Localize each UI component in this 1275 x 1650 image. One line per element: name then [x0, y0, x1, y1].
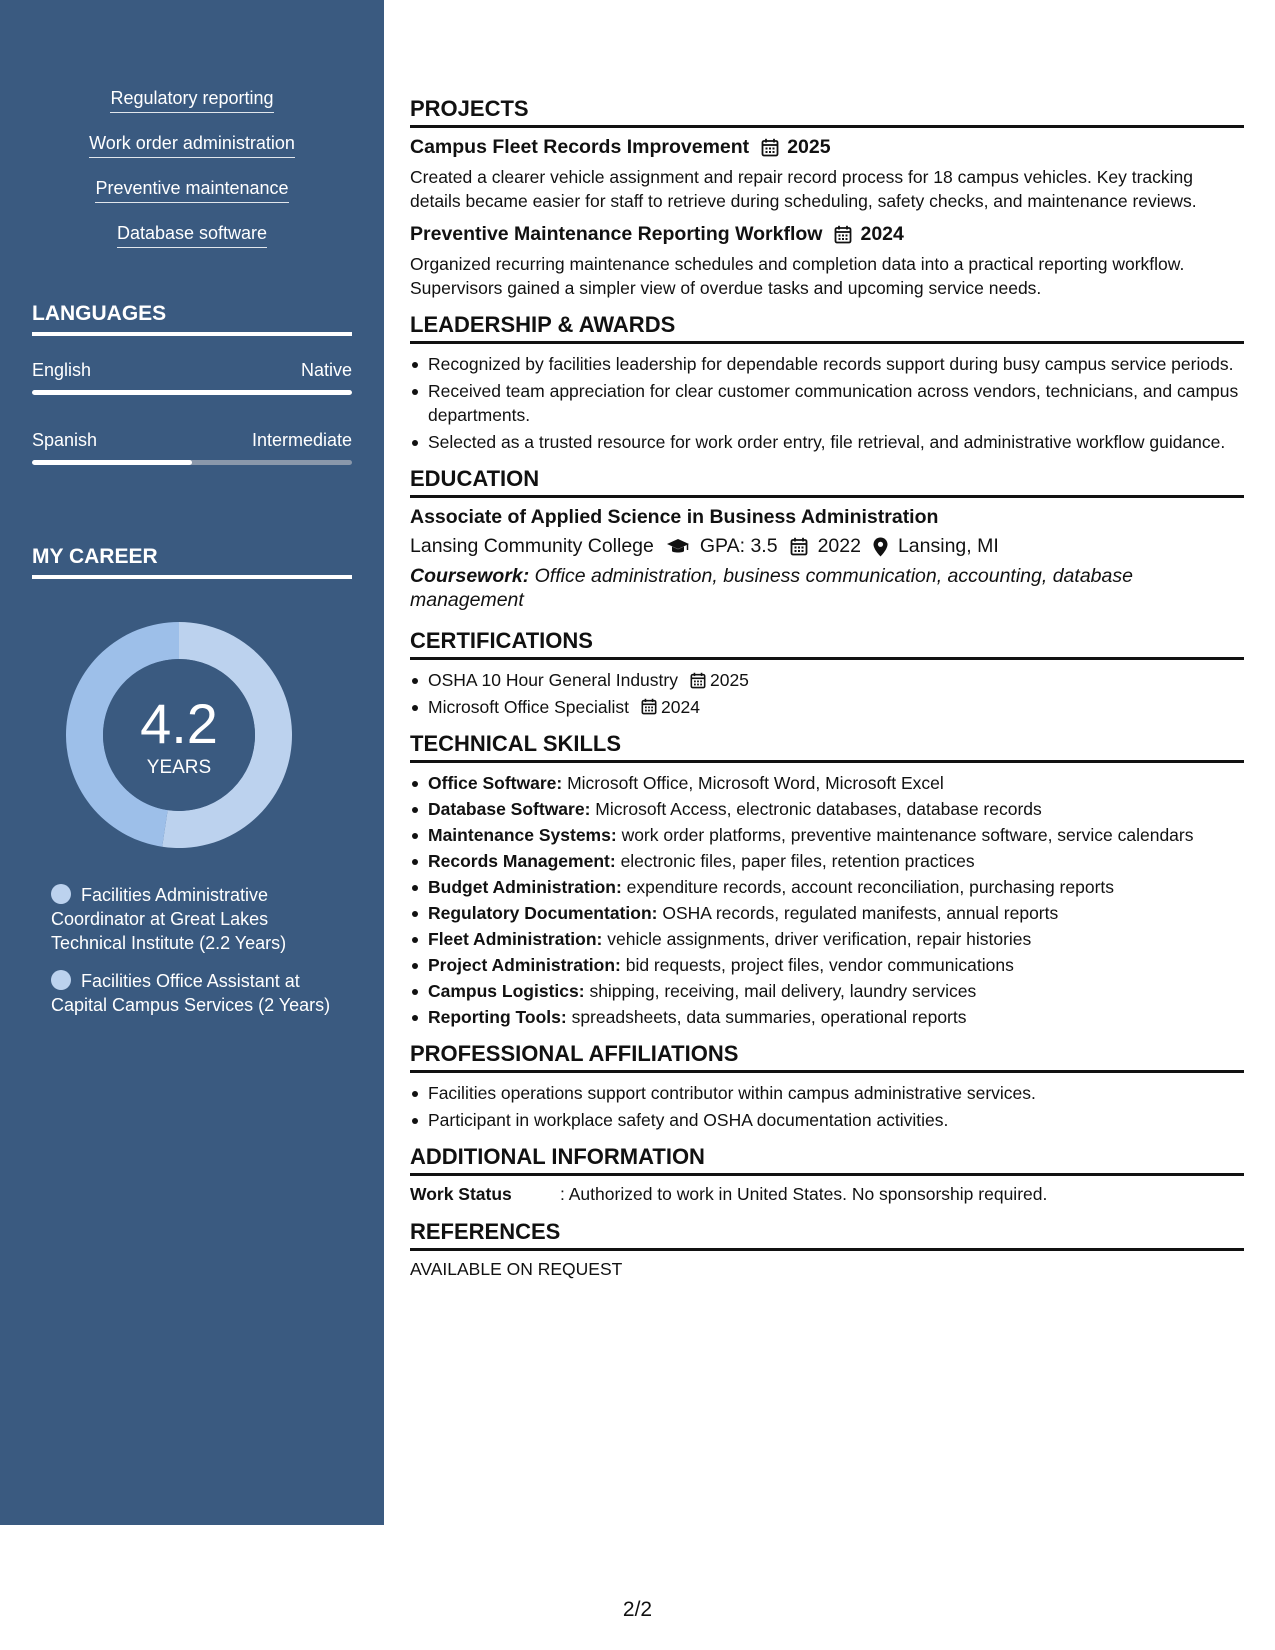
list-item: Participant in workplace safety and OSHA documentation activities.: [410, 1108, 1244, 1133]
additional-info-section: [410, 1144, 1244, 1205]
project-description: Organized recurring maintenance schedules and completion data into a practical reporting workflow. Supervisors gained a simpler view of overdue tasks and upcoming service needs.: [410, 254, 1185, 298]
certifications-section: [410, 628, 1244, 719]
skill-link-label[interactable]: Database software: [117, 223, 267, 248]
skill-value: bid requests, project files, vendor communications: [625, 955, 1014, 975]
skill-category: Budget Administration:: [428, 877, 622, 897]
project-title-row: [410, 223, 1244, 246]
list-item: [410, 823, 1244, 847]
education-year: 2022: [817, 535, 861, 557]
career-item: [51, 969, 341, 1017]
leadership-heading: LEADERSHIP & AWARDS: [410, 312, 1244, 344]
projects-heading: PROJECTS: [410, 96, 1244, 128]
list-item: Received team appreciation for clear customer communication across vendors, technicians, and campus departments.: [410, 379, 1244, 428]
language-name: Spanish: [32, 430, 98, 450]
career-dot-icon: [51, 970, 71, 990]
skill-category: Project Administration:: [428, 955, 621, 975]
list-item: [410, 875, 1244, 899]
certifications-list: [410, 668, 1244, 719]
education-gpa: GPA: 3.5: [699, 535, 778, 557]
skill-value: spreadsheets, data summaries, operational reports: [571, 1007, 967, 1027]
language-bar-english: [32, 390, 352, 395]
education-coursework: [410, 564, 1244, 612]
languages-heading: LANGUAGES: [32, 302, 352, 336]
skill-category: Records Management:: [428, 851, 616, 871]
affiliations-heading: PROFESSIONAL AFFILIATIONS: [410, 1041, 1244, 1073]
education-heading: EDUCATION: [410, 466, 1244, 498]
list-item: [410, 979, 1244, 1003]
education-meta: [410, 535, 1244, 558]
language-bar-fill: [32, 460, 192, 465]
certification-year: 2024: [661, 696, 700, 717]
list-item: Recognized by facilities leadership for dependable records support during busy campus service periods.: [410, 352, 1244, 377]
skill-category: Campus Logistics:: [428, 981, 585, 1001]
skill-value: vehicle assignments, driver verification, repair histories: [607, 929, 1032, 949]
language-bar-fill: [32, 390, 352, 395]
career-item-text: Facilities Administrative Coordinator at Great Lakes Technical Institute (2.2 Years): [51, 885, 287, 953]
project-title-row: [410, 136, 1244, 159]
career-total-unit: YEARS: [146, 757, 212, 778]
calendar-icon: [834, 225, 852, 244]
career-item-text: Facilities Office Assistant at Capital Campus Services (2 Years): [51, 971, 331, 1015]
skill-value: Microsoft Access, electronic databases, database records: [595, 799, 1042, 819]
skill-link-database-software[interactable]: [0, 223, 384, 248]
skill-link-label[interactable]: Preventive maintenance: [95, 178, 288, 203]
list-item: [410, 771, 1244, 795]
affiliations-section: [410, 1041, 1244, 1132]
references-text: AVAILABLE ON REQUEST: [410, 1259, 623, 1279]
affiliations-list: [410, 1081, 1244, 1132]
skill-link-label[interactable]: Work order administration: [89, 133, 295, 158]
skill-value: work order platforms, preventive maintenance software, service calendars: [621, 825, 1194, 845]
education-degree: Associate of Applied Science in Business Administration: [410, 506, 939, 528]
skill-value: expenditure records, account reconciliation, purchasing reports: [626, 877, 1115, 897]
location-pin-icon: [873, 537, 888, 557]
references-heading: REFERENCES: [410, 1219, 1244, 1251]
list-item: [410, 668, 1244, 693]
references-section: [410, 1219, 1244, 1280]
calendar-icon: [690, 672, 706, 689]
technical-skills-heading: TECHNICAL SKILLS: [410, 731, 1244, 763]
skill-category: Database Software:: [428, 799, 591, 819]
certification-name: OSHA 10 Hour General Industry: [428, 670, 678, 690]
language-bar-spanish: [32, 460, 352, 465]
list-item: [410, 797, 1244, 821]
skill-value: Microsoft Office, Microsoft Word, Microsoft Excel: [567, 773, 944, 793]
leadership-section: [410, 312, 1244, 454]
list-item: [410, 927, 1244, 951]
list-item: [410, 953, 1244, 977]
sidebar: [0, 0, 384, 1525]
calendar-icon: [641, 698, 657, 715]
language-row-spanish: [32, 430, 352, 451]
language-name: English: [32, 360, 92, 380]
skill-category: Maintenance Systems:: [428, 825, 617, 845]
career-dot-icon: [51, 884, 71, 904]
list-item: [410, 901, 1244, 925]
coursework-label: Coursework:: [410, 565, 530, 587]
project-year: 2024: [860, 223, 904, 245]
skill-value: shipping, receiving, mail delivery, laundry services: [589, 981, 977, 1001]
language-row-english: [32, 360, 352, 381]
work-status-row: [410, 1184, 1244, 1205]
list-item: [410, 849, 1244, 873]
certifications-heading: CERTIFICATIONS: [410, 628, 1244, 660]
certification-year: 2025: [709, 670, 749, 690]
skill-link-label[interactable]: Regulatory reporting: [110, 88, 273, 113]
skill-category: Regulatory Documentation:: [428, 903, 658, 923]
list-item: Selected as a trusted resource for work order entry, file retrieval, and administrative workflow guidance.: [410, 430, 1244, 455]
project-description: Created a clearer vehicle assignment and repair record process for 18 campus vehicles. Key tracking details became easier for staff to retrieve during scheduling, safety checks, and maintenance reviews.: [410, 167, 1197, 211]
skill-link-work-order-administration[interactable]: [0, 133, 384, 158]
project-title: Preventive Maintenance Reporting Workflow: [410, 223, 823, 245]
list-item: [410, 695, 1244, 720]
calendar-icon: [761, 138, 779, 157]
skill-link-preventive-maintenance[interactable]: [0, 178, 384, 203]
project-title: Campus Fleet Records Improvement: [410, 136, 750, 158]
education-location: Lansing, MI: [897, 535, 999, 557]
skill-category: Fleet Administration:: [428, 929, 603, 949]
projects-section: [410, 96, 1244, 300]
calendar-icon: [790, 537, 808, 556]
education-school: Lansing Community College: [410, 535, 654, 557]
certification-name: Microsoft Office Specialist: [428, 696, 629, 717]
project-year: 2025: [787, 136, 831, 158]
education-section: [410, 466, 1244, 612]
career-heading: MY CAREER: [32, 545, 352, 579]
additional-info-heading: ADDITIONAL INFORMATION: [410, 1144, 1244, 1176]
career-total-value: 4.2: [140, 692, 218, 755]
leadership-list: [410, 352, 1244, 454]
list-item: [410, 1005, 1244, 1029]
skill-category: Reporting Tools:: [428, 1007, 567, 1027]
list-item: Facilities operations support contributor within campus administrative services.: [410, 1081, 1244, 1106]
skill-category: Office Software:: [428, 773, 563, 793]
skill-link-regulatory-reporting[interactable]: [0, 88, 384, 113]
language-level: Native: [300, 360, 352, 380]
graduation-cap-icon: [666, 538, 690, 556]
language-level: Intermediate: [251, 430, 352, 450]
main-content: [410, 96, 1244, 1292]
technical-skills-section: [410, 731, 1244, 1029]
skill-value: electronic files, paper files, retention practices: [620, 851, 975, 871]
technical-skills-list: [410, 771, 1244, 1029]
work-status-value: : Authorized to work in United States. No sponsorship required.: [560, 1184, 1048, 1204]
coursework-text: Office administration, business communication, accounting, database management: [410, 565, 1133, 611]
work-status-label: Work Status: [410, 1184, 512, 1204]
career-item: [51, 883, 341, 955]
skill-value: OSHA records, regulated manifests, annual reports: [662, 903, 1059, 923]
page-number: 2/2: [622, 1598, 653, 1621]
